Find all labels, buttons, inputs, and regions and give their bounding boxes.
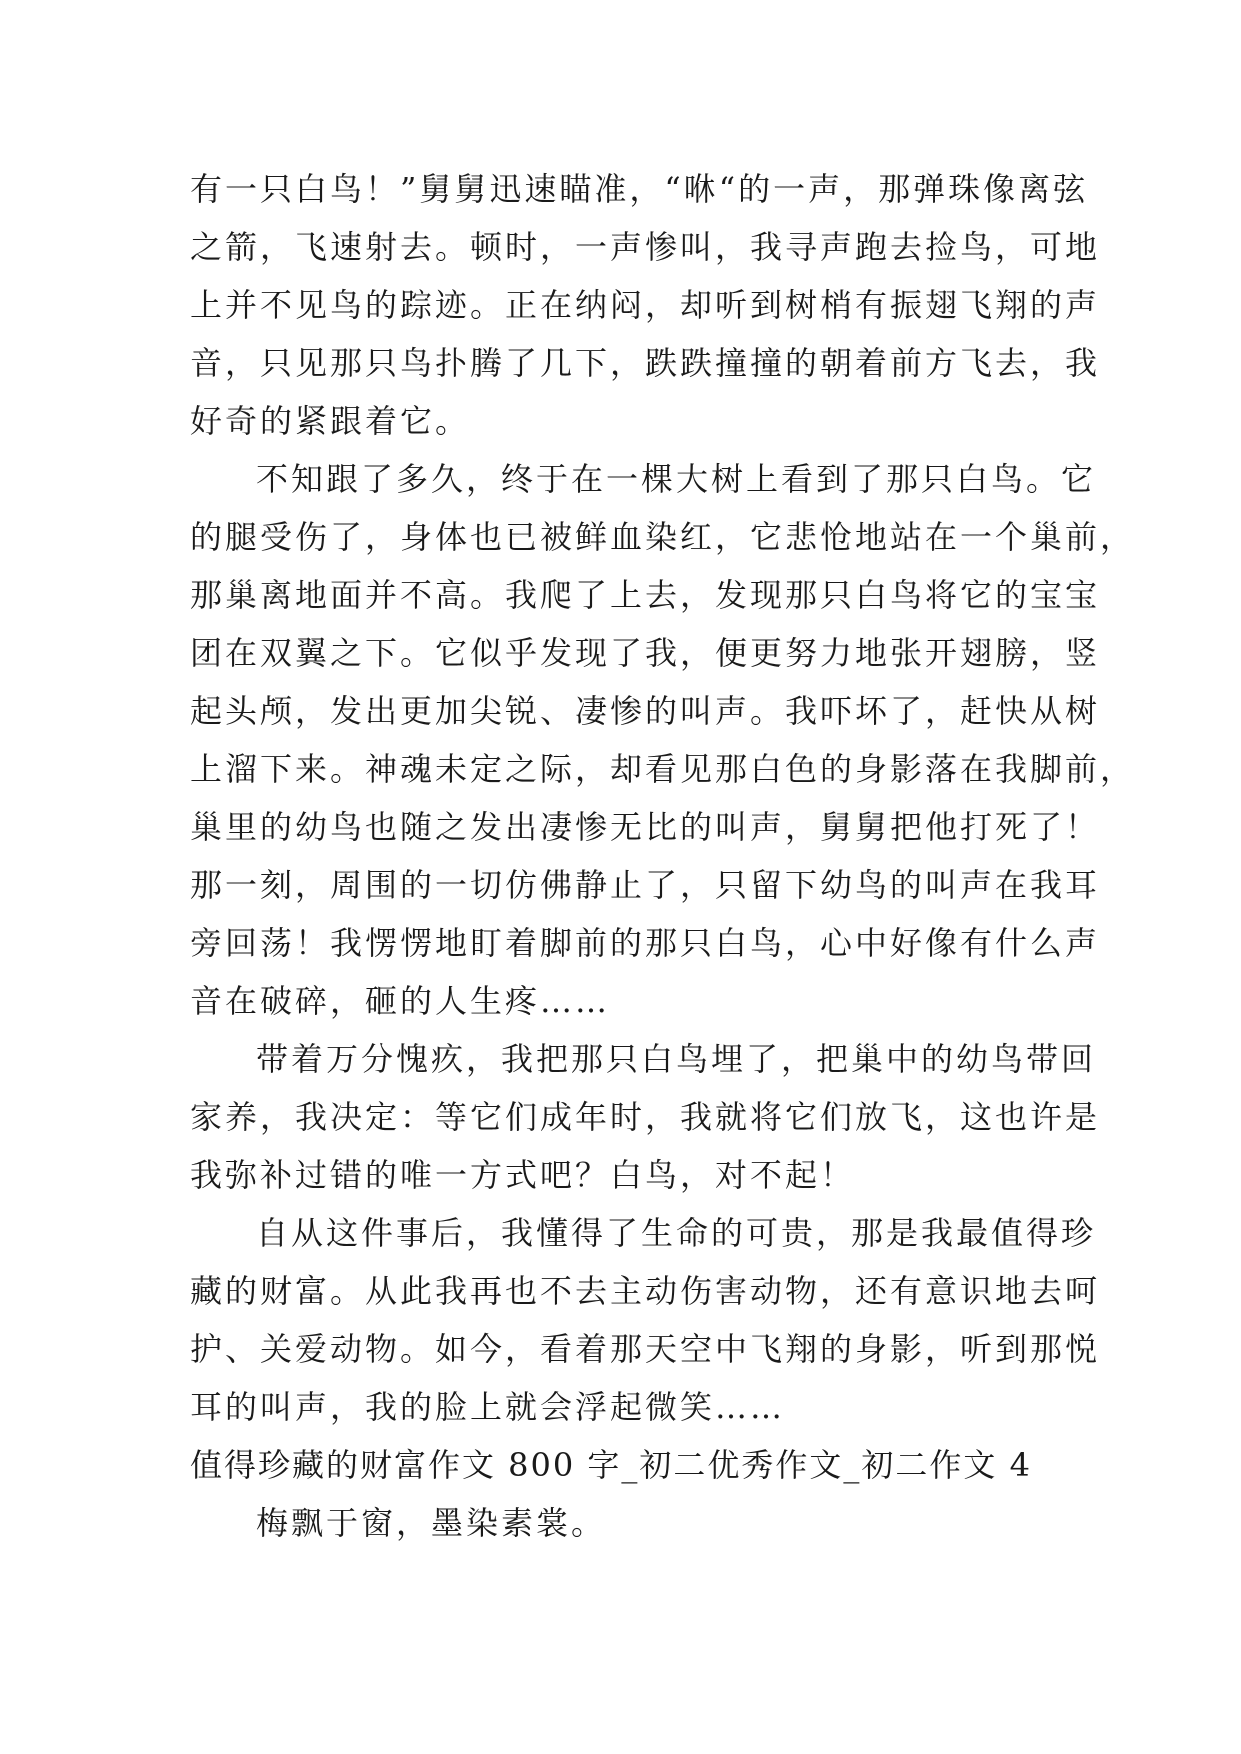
paragraph-4 — [190, 1204, 1101, 1436]
text-line: 上并不见鸟的踪迹。正在纳闷，却听到树梢有振翅飞翔的声 — [190, 286, 1101, 324]
text-line: 之箭，飞速射去。顿时，一声惨叫，我寻声跑去捡鸟，可地 — [190, 228, 1101, 266]
text-line: 那一刻，周围的一切仿佛静止了，只留下幼鸟的叫声在我耳 — [190, 866, 1101, 904]
text-line: 巢里的幼鸟也随之发出凄惨无比的叫声，舅舅把他打死了！ — [190, 808, 1101, 846]
paragraph-1 — [190, 160, 1101, 450]
text-line: 藏的财富。从此我再也不去主动伤害动物，还有意识地去呵 — [190, 1272, 1101, 1310]
article-heading: 值得珍藏的财富作文 800 字_初二优秀作文_初二作文 4 — [190, 1446, 1032, 1484]
paragraph-3 — [190, 1030, 1101, 1204]
text-line: 上溜下来。神魂未定之际，却看见那白色的身影落在我脚前， — [190, 750, 1136, 788]
text-line: 音，只见那只鸟扑腾了几下，跌跌撞撞的朝着前方飞去，我 — [190, 344, 1101, 382]
text-line: 带着万分愧疚，我把那只白鸟埋了，把巢中的幼鸟带回 — [256, 1040, 1097, 1078]
paragraph-5 — [190, 1494, 1050, 1552]
text-line: 旁回荡！我愣愣地盯着脚前的那只白鸟，心中好像有什么声 — [190, 924, 1101, 962]
text-line: 梅飘于窗，墨染素裳。 — [256, 1504, 607, 1542]
text-line: 起头颅，发出更加尖锐、凄惨的叫声。我吓坏了，赶快从树 — [190, 692, 1101, 730]
text-line: 护、关爱动物。如今，看着那天空中飞翔的身影，听到那悦 — [190, 1330, 1101, 1368]
text-line: 我弥补过错的唯一方式吧？白鸟，对不起！ — [190, 1156, 856, 1194]
text-line: 有一只白鸟！”舅舅迅速瞄准，“咻“的一声，那弹珠像离弦 — [190, 170, 1089, 208]
paragraph-2 — [190, 450, 1136, 1030]
document-body — [190, 160, 1136, 1552]
text-line: 好奇的紧跟着它。 — [190, 402, 471, 440]
text-line: 不知跟了多久，终于在一棵大树上看到了那只白鸟。它 — [256, 460, 1097, 498]
text-line: 音在破碎，砸的人生疼…… — [190, 982, 611, 1020]
text-line: 团在双翼之下。它似乎发现了我，便更努力地张开翅膀，竖 — [190, 634, 1101, 672]
text-line: 自从这件事后，我懂得了生命的可贵，那是我最值得珍 — [256, 1214, 1097, 1252]
text-line: 耳的叫声，我的脸上就会浮起微笑…… — [190, 1388, 786, 1426]
text-line: 家养，我决定：等它们成年时，我就将它们放飞，这也许是 — [190, 1098, 1101, 1136]
text-line: 的腿受伤了，身体也已被鲜血染红，它悲怆地站在一个巢前， — [190, 518, 1136, 556]
text-line: 那巢离地面并不高。我爬了上去，发现那只白鸟将它的宝宝 — [190, 576, 1101, 614]
